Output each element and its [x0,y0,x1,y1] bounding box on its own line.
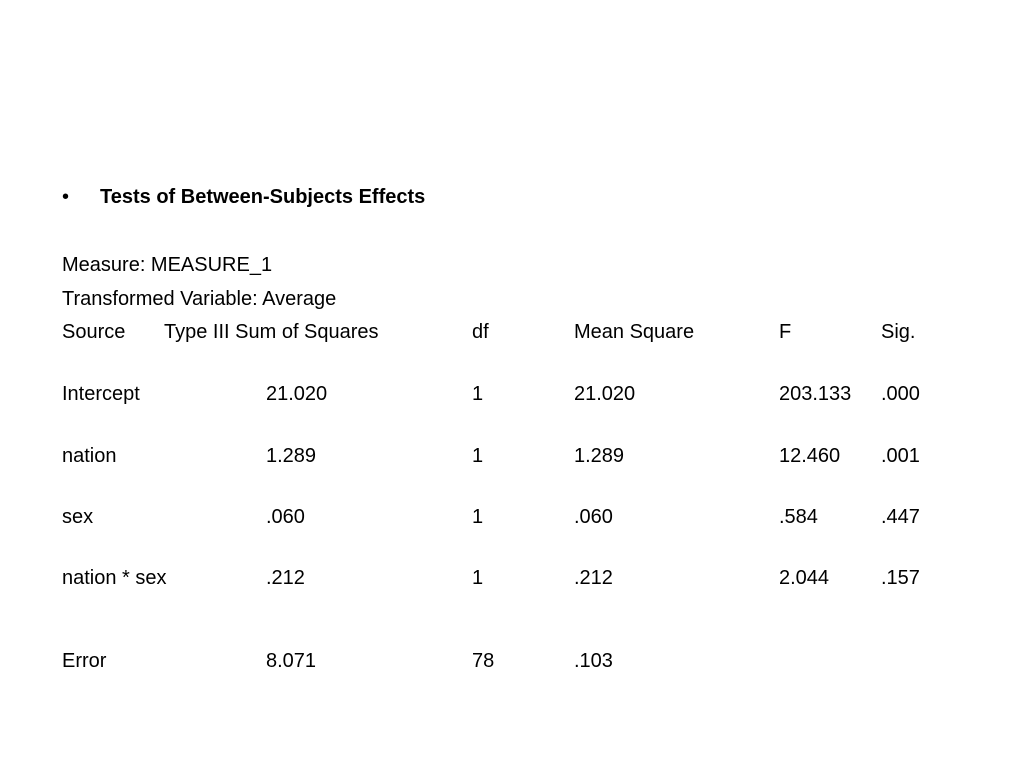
transformed-variable-label: Transformed Variable: Average [62,288,337,310]
header-f: F [779,321,792,343]
cell-df: 78 [472,650,495,672]
cell-sum-of-squares: 8.071 [266,650,317,672]
cell-source: nation [62,445,117,467]
cell-mean-square: .060 [574,506,613,528]
header-sum-of-squares: Type III Sum of Squares [164,321,379,343]
cell-f: 203.133 [779,383,852,405]
cell-f: 2.044 [779,567,830,589]
header-mean-square: Mean Square [574,321,695,343]
bullet-icon: • [62,186,70,208]
cell-sum-of-squares: 21.020 [266,383,328,405]
cell-f: .584 [779,506,818,528]
header-source: Source [62,321,126,343]
cell-mean-square: 21.020 [574,383,636,405]
cell-sum-of-squares: .212 [266,567,305,589]
cell-mean-square: 1.289 [574,445,625,467]
header-sig: Sig. [881,321,916,343]
cell-sum-of-squares: 1.289 [266,445,317,467]
table-heading: Tests of Between-Subjects Effects [100,186,426,208]
cell-sig: .001 [881,445,920,467]
cell-df: 1 [472,383,484,405]
cell-mean-square: .212 [574,567,613,589]
cell-f: 12.460 [779,445,841,467]
cell-source: sex [62,506,94,528]
cell-source: Intercept [62,383,140,405]
cell-sig: .447 [881,506,920,528]
cell-df: 1 [472,567,484,589]
cell-df: 1 [472,506,484,528]
measure-label: Measure: MEASURE_1 [62,254,273,276]
cell-sig: .000 [881,383,920,405]
cell-df: 1 [472,445,484,467]
cell-mean-square: .103 [574,650,613,672]
cell-source: Error [62,650,107,672]
cell-source: nation * sex [62,567,167,589]
header-df: df [472,321,489,343]
cell-sig: .157 [881,567,920,589]
cell-sum-of-squares: .060 [266,506,305,528]
